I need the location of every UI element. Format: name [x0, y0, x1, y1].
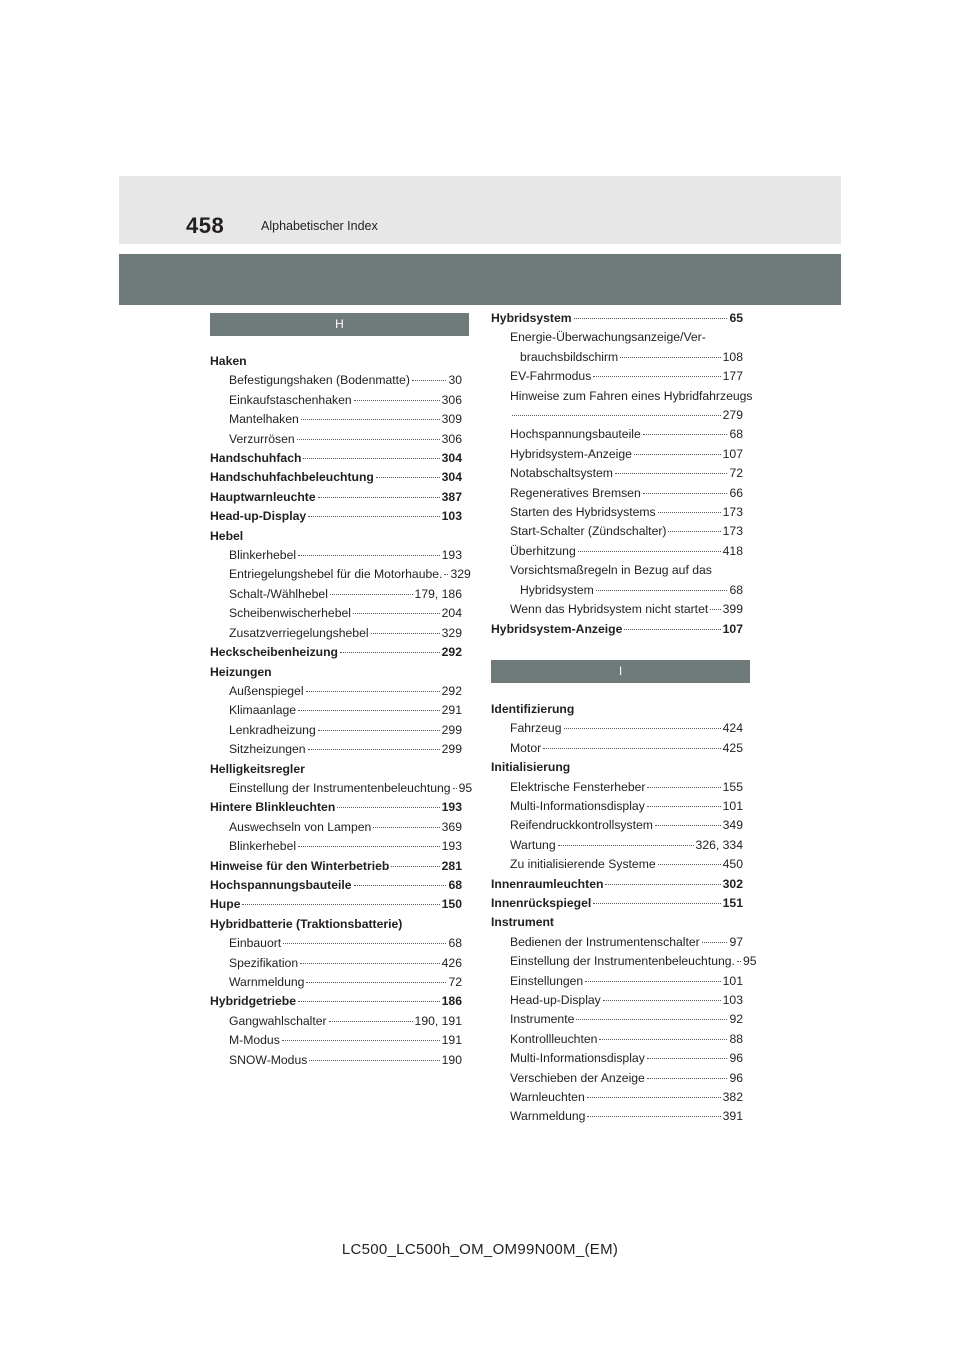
- index-entry: [491, 855, 743, 874]
- entry-term: Start-Schalter (Zündschalter): [510, 524, 667, 539]
- entry-page-ref: 97: [729, 934, 743, 949]
- entry-term: Scheibenwischerhebel: [229, 606, 351, 621]
- entry-term: Heckscheibenheizung: [210, 645, 339, 660]
- section-header-i: I: [491, 660, 750, 683]
- entry-term: Hinweise zum Fahren eines Hybridfahrzeugs: [510, 388, 753, 403]
- entry-page-ref: 306: [441, 431, 462, 446]
- entry-term: Verschieben der Anzeige: [510, 1070, 645, 1085]
- index-entry: [491, 620, 743, 639]
- entry-term: Regeneratives Bremsen: [510, 485, 641, 500]
- entry-term: Warnmeldung: [510, 1109, 586, 1124]
- entry-term: SNOW-Modus: [229, 1052, 308, 1067]
- index-entry: [210, 876, 462, 895]
- dot-leader: [298, 710, 440, 711]
- entry-term: Fahrzeug: [510, 721, 562, 736]
- entry-page-ref: 418: [722, 543, 743, 558]
- index-entry: [210, 1051, 462, 1070]
- entry-page-ref: 391: [722, 1109, 743, 1124]
- entry-page-ref: 103: [441, 509, 462, 524]
- dot-leader: [702, 942, 728, 943]
- entry-page-ref: 193: [441, 839, 462, 854]
- index-entry: [210, 371, 462, 390]
- index-entry: [210, 760, 462, 779]
- index-entry: [491, 503, 743, 522]
- dot-leader: [354, 400, 440, 401]
- entry-term: Elektrische Fensterheber: [510, 779, 646, 794]
- header-band: [119, 254, 841, 305]
- dot-leader: [354, 885, 447, 886]
- dot-leader: [543, 748, 721, 749]
- index-entry: [210, 915, 462, 934]
- entry-term: Head-up-Display: [510, 993, 601, 1007]
- entry-term: Instrumente: [510, 1012, 575, 1027]
- entry-term: Spezifikation: [229, 955, 299, 970]
- entry-page-ref: 186: [441, 994, 462, 1009]
- entry-page-ref: 193: [441, 548, 462, 563]
- dot-leader: [615, 473, 727, 474]
- entry-term: Einkaufstaschenhaken: [229, 392, 352, 407]
- entry-page-ref: 101: [722, 798, 743, 813]
- index-entry: [491, 894, 743, 913]
- entry-page-ref: 191: [441, 1033, 462, 1048]
- dot-leader: [308, 749, 440, 750]
- entry-term: Hybridsystem: [491, 311, 572, 325]
- entry-term: Innenraumleuchten: [491, 876, 604, 891]
- entry-page-ref: 299: [441, 742, 462, 757]
- entry-term: Handschuhfachbeleuchtung: [210, 470, 374, 485]
- entry-page-ref: 369: [441, 819, 462, 834]
- index-entry: [491, 464, 743, 483]
- entry-term: Einstellungen: [510, 973, 584, 988]
- entry-page-ref: 387: [441, 489, 462, 504]
- index-entry: [210, 585, 462, 604]
- index-entry: [491, 542, 743, 561]
- dot-leader: [605, 884, 720, 885]
- dot-leader: [634, 454, 721, 455]
- dot-leader: [306, 982, 446, 983]
- section-header-h: H: [210, 313, 469, 336]
- dot-leader: [283, 943, 446, 944]
- index-entry: [491, 367, 743, 386]
- entry-term: Wartung: [510, 837, 556, 852]
- index-entry: [491, 406, 743, 425]
- entry-page-ref: 68: [448, 936, 462, 951]
- index-entry: [491, 1107, 743, 1126]
- dot-leader: [578, 551, 721, 552]
- entry-term: M-Modus: [229, 1033, 280, 1048]
- dot-leader: [658, 512, 721, 513]
- entry-term: Zu initialisierende Systeme: [510, 857, 656, 872]
- entry-page-ref: 193: [441, 800, 462, 815]
- index-entry: [210, 701, 462, 720]
- entry-page-ref: 190, 191: [414, 1013, 462, 1028]
- dot-leader: [300, 963, 440, 964]
- entry-page-ref: 177: [722, 369, 743, 384]
- index-entry: [210, 818, 462, 837]
- index-entry: [210, 798, 462, 817]
- index-entry: [210, 507, 462, 526]
- entry-term: Hauptwarnleuchte: [210, 489, 316, 504]
- entry-term: Hinweise für den Winterbetrieb: [210, 858, 390, 873]
- dot-leader: [737, 961, 741, 962]
- dot-leader: [643, 493, 728, 494]
- dot-leader: [306, 691, 440, 692]
- entry-page-ref: 304: [441, 451, 462, 466]
- entry-term: Haken: [210, 354, 247, 368]
- index-entry: [491, 700, 743, 719]
- entry-term: Multi-Informationsdisplay: [510, 798, 645, 813]
- entry-page-ref: 72: [729, 466, 743, 481]
- index-entry: [491, 600, 743, 619]
- entry-term: Warnmeldung: [229, 975, 305, 989]
- dot-leader: [599, 1039, 727, 1040]
- entry-term: Multi-Informationsdisplay: [510, 1051, 645, 1066]
- entry-page-ref: 107: [722, 446, 743, 461]
- dot-leader: [574, 318, 728, 319]
- entry-page-ref: 309: [441, 412, 462, 427]
- dot-leader: [558, 845, 694, 846]
- header-background: [119, 176, 841, 244]
- index-entry: [491, 581, 743, 600]
- dot-leader: [596, 590, 728, 591]
- document-code: LC500_LC500h_OM_OM99N00M_(EM): [341, 1241, 619, 1258]
- entry-page-ref: 103: [722, 993, 743, 1007]
- entry-page-ref: 299: [441, 722, 462, 737]
- entry-page-ref: 349: [722, 818, 743, 833]
- dot-leader: [603, 1000, 721, 1001]
- entry-term: Einstellung der Instrumentenbeleuchtung: [229, 780, 451, 795]
- index-entry: [210, 895, 462, 914]
- entry-page-ref: 204: [441, 606, 462, 621]
- entry-page-ref: 72: [448, 975, 462, 989]
- index-entry: [210, 954, 462, 973]
- entry-term: Einstellung der Instrumentenbeleuchtung.: [510, 954, 735, 969]
- index-entry: [210, 779, 473, 798]
- dot-leader: [318, 730, 440, 731]
- index-entry: [210, 992, 462, 1011]
- index-entry: [210, 546, 462, 565]
- entry-page-ref: 292: [441, 683, 462, 698]
- entry-page-ref: 291: [441, 703, 462, 718]
- index-entry: [491, 836, 743, 855]
- entry-term: Auswechseln von Lampen: [229, 819, 372, 834]
- entry-term: Blinkerhebel: [229, 839, 297, 854]
- index-entry: [491, 952, 757, 971]
- index-entry: [210, 488, 462, 507]
- entry-page-ref: 68: [448, 877, 462, 892]
- index-entry: [210, 663, 462, 682]
- entry-term: Hochspannungsbauteile: [210, 877, 352, 892]
- entry-page-ref: 382: [722, 1090, 743, 1105]
- entry-page-ref: 65: [729, 311, 743, 325]
- entry-term: brauchsbildschirm: [520, 349, 619, 364]
- entry-term: Hochspannungsbauteile: [510, 427, 641, 442]
- entry-page-ref: 96: [729, 1070, 743, 1085]
- index-entry: [210, 973, 462, 992]
- entry-page-ref: 292: [441, 645, 462, 660]
- entry-term: Reifendruckkontrollsystem: [510, 818, 653, 833]
- entry-page-ref: 281: [441, 858, 462, 873]
- entry-term: Notabschaltsystem: [510, 466, 613, 481]
- dot-leader: [643, 434, 728, 435]
- index-entry: [210, 352, 462, 371]
- entry-term: Blinkerhebel: [229, 548, 297, 563]
- entry-page-ref: 101: [722, 973, 743, 988]
- dot-leader: [587, 1116, 720, 1117]
- dot-leader: [298, 846, 440, 847]
- index-entry: [491, 522, 743, 541]
- entry-term: Klimaanlage: [229, 703, 297, 718]
- index-entry: [491, 1069, 743, 1088]
- entry-page-ref: 329: [441, 625, 462, 640]
- dot-leader: [647, 806, 721, 807]
- entry-page-ref: 108: [722, 349, 743, 364]
- entry-term: Initialisierung: [491, 760, 571, 775]
- dot-leader: [593, 903, 720, 904]
- dot-leader: [512, 415, 721, 416]
- index-entry: [210, 527, 462, 546]
- index-entry: [491, 1049, 743, 1068]
- dot-leader: [318, 497, 440, 498]
- dot-leader: [444, 574, 448, 575]
- index-entry: [210, 643, 462, 662]
- entry-term: Mantelhaken: [229, 412, 299, 427]
- entry-term: Wenn das Hybridsystem nicht startet: [510, 602, 709, 617]
- index-entry: [491, 1030, 743, 1049]
- entry-term: Hupe: [210, 897, 241, 912]
- dot-leader: [282, 1040, 440, 1041]
- entry-page-ref: 155: [722, 779, 743, 794]
- dot-leader: [710, 609, 720, 610]
- entry-page-ref: 68: [729, 582, 743, 597]
- entry-page-ref: 66: [729, 485, 743, 500]
- chapter-title: Alphabetischer Index: [261, 219, 378, 233]
- index-entry: [491, 991, 743, 1010]
- index-entry: [491, 875, 743, 894]
- index-entry: [210, 430, 462, 449]
- entry-page-ref: 107: [722, 621, 743, 636]
- entry-term: Identifizierung: [491, 701, 575, 716]
- entry-page-ref: 173: [722, 524, 743, 539]
- entry-term: Befestigungshaken (Bodenmatte): [229, 373, 410, 388]
- index-list-right-bottom: [491, 700, 757, 1127]
- entry-term: Head-up-Display: [210, 509, 307, 524]
- index-entry: [210, 682, 462, 701]
- entry-term: Kontrollleuchten: [510, 1031, 598, 1046]
- dot-leader: [576, 1019, 727, 1020]
- dot-leader: [655, 825, 721, 826]
- index-entry: [210, 449, 462, 468]
- index-entry: [491, 972, 743, 991]
- entry-term: Außenspiegel: [229, 683, 304, 698]
- dot-leader: [391, 866, 439, 867]
- dot-leader: [297, 439, 440, 440]
- entry-term: Instrument: [491, 915, 554, 930]
- index-entry: [210, 624, 462, 643]
- entry-term: Entriegelungshebel für die Motorhaube.: [229, 567, 443, 582]
- entry-term: Zusatzverriegelungshebel: [229, 625, 369, 640]
- index-entry: [491, 913, 743, 932]
- dot-leader: [298, 555, 440, 556]
- dot-leader: [564, 728, 721, 729]
- entry-term: Hybridbatterie (Traktionsbatterie): [210, 916, 403, 931]
- dot-leader: [330, 594, 413, 595]
- index-entry: [491, 348, 743, 367]
- entry-term: Verzurrösen: [229, 431, 295, 446]
- entry-page-ref: 426: [441, 955, 462, 970]
- entry-page-ref: 329: [450, 567, 471, 582]
- entry-term: Hybridsystem: [520, 582, 594, 597]
- index-column-right: [491, 309, 757, 1127]
- dot-leader: [376, 477, 440, 478]
- dot-leader: [585, 981, 720, 982]
- entry-page-ref: 425: [722, 740, 743, 755]
- index-entry: [210, 410, 462, 429]
- entry-term: Hybridgetriebe: [210, 994, 297, 1009]
- index-entry: [210, 740, 462, 759]
- dot-leader: [298, 1001, 440, 1002]
- entry-page-ref: 96: [729, 1051, 743, 1066]
- entry-term: Hybridsystem-Anzeige: [510, 446, 632, 461]
- entry-term: Handschuhfach: [210, 451, 302, 466]
- entry-page-ref: 450: [722, 857, 743, 872]
- dot-leader: [453, 788, 457, 789]
- dot-leader: [668, 531, 720, 532]
- entry-term: Energie-Überwachungsanzeige/Ver-: [510, 330, 706, 345]
- dot-leader: [658, 864, 721, 865]
- index-entry: [491, 1010, 743, 1029]
- index-entry: [210, 857, 462, 876]
- entry-term: EV-Fahrmodus: [510, 369, 592, 384]
- entry-term: Heizungen: [210, 664, 272, 679]
- dot-leader: [647, 787, 720, 788]
- dot-leader: [337, 807, 439, 808]
- entry-term: Hebel: [210, 528, 244, 543]
- entry-page-ref: 399: [722, 602, 743, 617]
- dot-leader: [587, 1097, 721, 1098]
- dot-leader: [309, 1060, 439, 1061]
- index-entry: [491, 758, 743, 777]
- index-entry: [210, 565, 471, 584]
- dot-leader: [647, 1078, 728, 1079]
- entry-page-ref: 279: [722, 408, 743, 423]
- entry-page-ref: 150: [441, 897, 462, 912]
- index-entry: [491, 816, 743, 835]
- entry-term: Innenrückspiegel: [491, 895, 592, 910]
- index-entry: [210, 1031, 462, 1050]
- index-entry: [491, 328, 743, 347]
- entry-term: Sitzheizungen: [229, 742, 306, 757]
- entry-page-ref: 92: [729, 1012, 743, 1027]
- dot-leader: [373, 827, 439, 828]
- entry-term: Gangwahlschalter: [229, 1013, 327, 1028]
- index-entry: [210, 391, 462, 410]
- index-entry: [491, 719, 743, 738]
- index-entry: [491, 425, 743, 444]
- dot-leader: [301, 419, 440, 420]
- dot-leader: [593, 376, 720, 377]
- index-entry: [491, 445, 743, 464]
- dot-leader: [308, 516, 439, 517]
- dot-leader: [329, 1021, 413, 1022]
- index-entry: [210, 934, 462, 953]
- index-entry: [491, 933, 743, 952]
- index-entry: [210, 468, 462, 487]
- entry-page-ref: 424: [722, 721, 743, 736]
- entry-term: Helligkeitsregler: [210, 761, 305, 776]
- index-entry: [210, 837, 462, 856]
- index-entry: [210, 721, 462, 740]
- entry-page-ref: 302: [722, 876, 743, 891]
- index-entry: [210, 604, 462, 623]
- index-entry: [491, 561, 743, 580]
- entry-term: Hybridsystem-Anzeige: [491, 621, 623, 636]
- index-list-right-top: [491, 309, 753, 639]
- dot-leader: [647, 1058, 728, 1059]
- entry-term: Hintere Blinkleuchten: [210, 800, 336, 815]
- entry-term: Bedienen der Instrumentenschalter: [510, 934, 700, 949]
- index-entry: [491, 778, 743, 797]
- page-number: 458: [186, 213, 225, 238]
- entry-term: Warnleuchten: [510, 1090, 585, 1105]
- dot-leader: [340, 652, 440, 653]
- index-column-left: [210, 313, 473, 1070]
- entry-term: Einbauort: [229, 936, 282, 951]
- entry-page-ref: 95: [458, 780, 473, 795]
- index-entry: [491, 309, 743, 328]
- entry-page-ref: 306: [441, 392, 462, 407]
- entry-page-ref: 326, 334: [695, 837, 743, 852]
- index-entry: [491, 387, 753, 406]
- index-entry: [491, 1088, 743, 1107]
- index-entry: [491, 739, 743, 758]
- index-entry: [491, 484, 743, 503]
- entry-page-ref: 179, 186: [414, 586, 462, 601]
- dot-leader: [624, 629, 720, 630]
- entry-page-ref: 88: [729, 1031, 743, 1046]
- entry-page-ref: 151: [722, 895, 743, 910]
- entry-term: Vorsichtsmaßregeln in Bezug auf das: [510, 563, 712, 578]
- entry-page-ref: 173: [722, 505, 743, 520]
- entry-page-ref: 30: [448, 373, 462, 388]
- entry-page-ref: 304: [441, 470, 462, 485]
- index-list-left: [210, 352, 473, 1070]
- index-entry: [210, 1012, 462, 1031]
- entry-page-ref: 190: [441, 1052, 462, 1067]
- dot-leader: [620, 357, 720, 358]
- index-entry: [491, 797, 743, 816]
- entry-page-ref: 95: [742, 954, 757, 969]
- dot-leader: [303, 458, 439, 459]
- entry-term: Überhitzung: [510, 543, 576, 558]
- dot-leader: [242, 904, 439, 905]
- entry-term: Lenkradheizung: [229, 722, 316, 737]
- dot-leader: [371, 633, 440, 634]
- entry-page-ref: 68: [729, 427, 743, 442]
- dot-leader: [412, 380, 447, 381]
- entry-term: Schalt-/Wählhebel: [229, 586, 328, 601]
- entry-term: Motor: [510, 740, 542, 755]
- dot-leader: [353, 613, 440, 614]
- entry-term: Starten des Hybridsystems: [510, 505, 656, 520]
